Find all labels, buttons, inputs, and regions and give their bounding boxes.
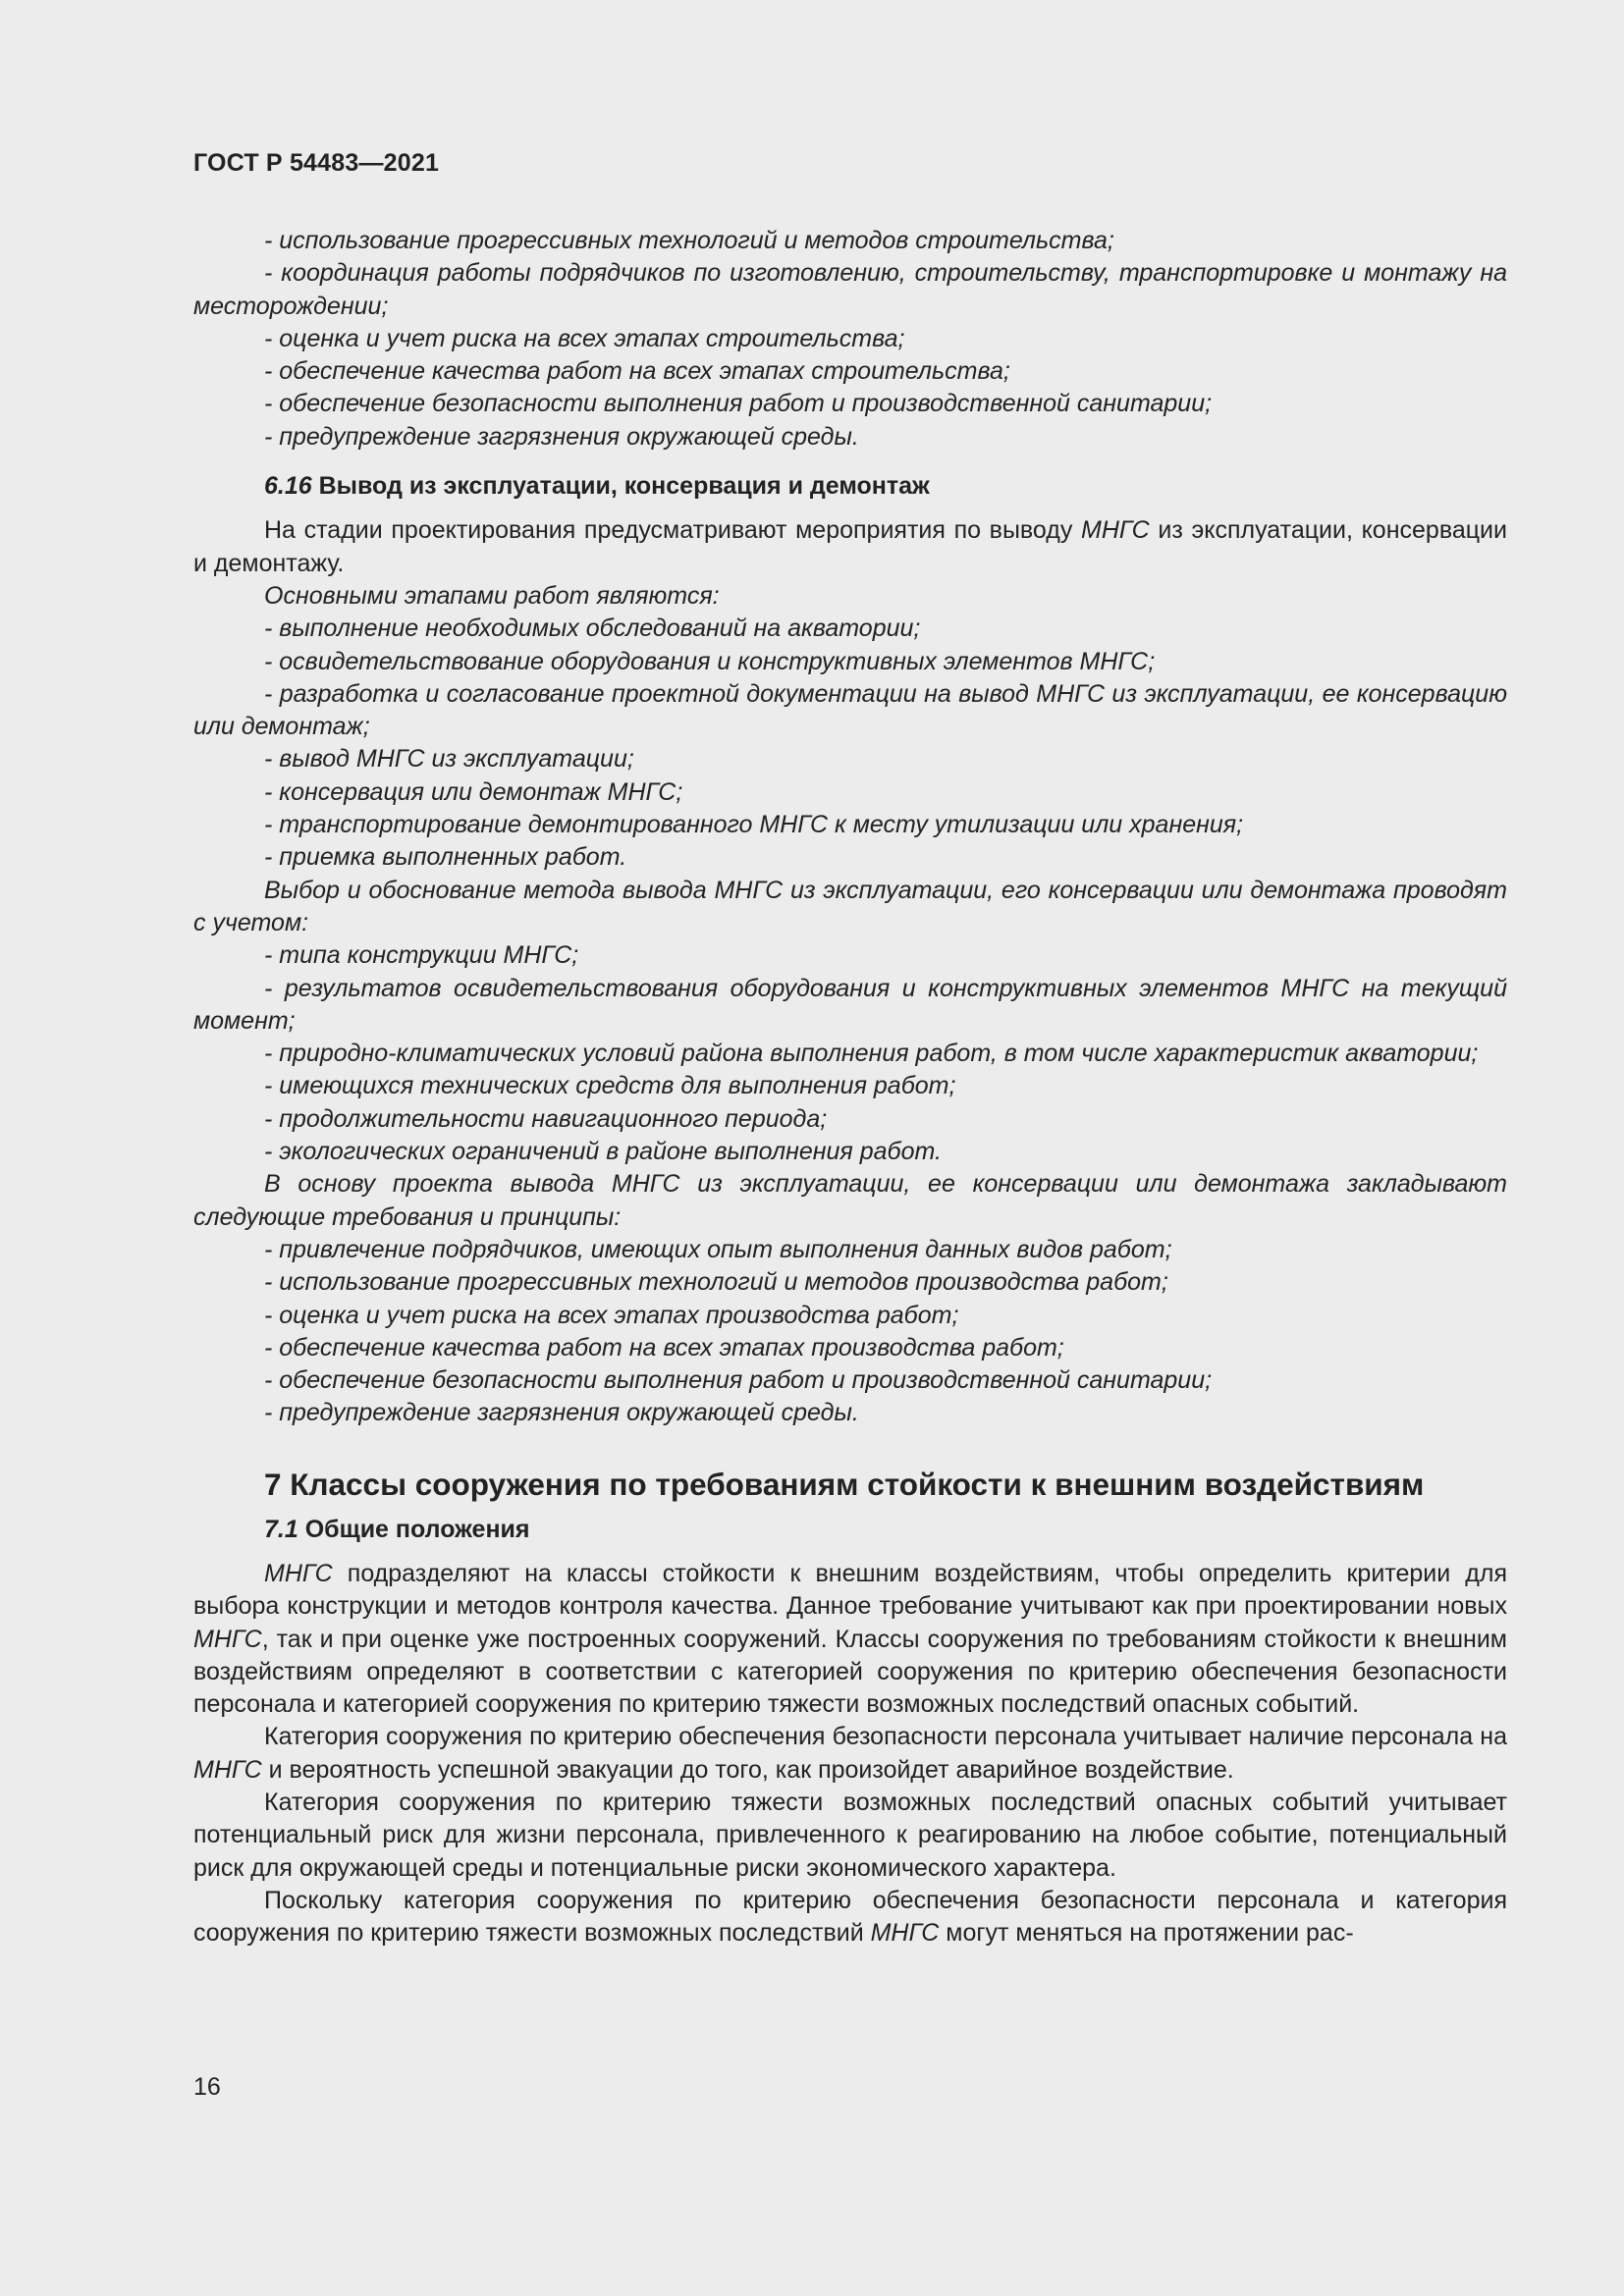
list-item: - результатов освидетельствования оборудования и конструктивных элементов МНГС на текущий момент; [193, 974, 1507, 1035]
paragraph: Выбор и обоснование метода вывода МНГС из эксплуатации, его консервации или демонтажа проводят с учетом: [193, 876, 1507, 936]
list-item: - продолжительности навигационного периода; [264, 1104, 828, 1133]
list-item: - типа конструкции МНГС; [264, 941, 579, 970]
section-heading-7-1 [193, 1514, 1507, 1546]
list-item: - природно-климатических условий района выполнения работ, в том числе характеристик акватории; [264, 1040, 1479, 1068]
list-item: - предупреждение загрязнения окружающей среды. [264, 422, 859, 451]
page-content [193, 225, 1507, 1950]
paragraph: МНГС подразделяют на классы стойкости к внешним воздействиям, чтобы определить критерии для выбора конструкции и методов контроля качества. Данное требование учитывают как при проектировании новых МНГС, так и при оценке уже построенных сооружений. Классы сооружения по требованиям стойкости к внешним воздействиям определяют в соответствии с категорией сооружения по критерию обеспечения безопасности персонала и категорией сооружения по критерию тяжести возможных последствий опасных событий. [193, 1559, 1507, 1719]
abbreviation: МНГС [193, 1755, 262, 1784]
abbreviation: МНГС [870, 1919, 940, 1948]
list-item: - использование прогрессивных технологий и методов строительства; [264, 227, 1114, 254]
paragraph: В основу проекта вывода МНГС из эксплуатации, ее консервации или демонтажа закладывают следующие требования и принципы: [193, 1170, 1507, 1231]
list-item: - обеспечение качества работ на всех этапах производства работ; [264, 1333, 1064, 1362]
abbreviation: МНГС [264, 1559, 333, 1587]
list-item: - экологических ограничений в районе выполнения работ. [264, 1138, 942, 1166]
list-item: - транспортирование демонтированного МНГС к месту утилизации или хранения; [264, 811, 1244, 839]
list-item: - обеспечение качества работ на всех этапах строительства; [264, 357, 1010, 386]
list-item: - предупреждение загрязнения окружающей среды. [264, 1399, 859, 1427]
list-item: - выполнение необходимых обследований на акватории; [264, 614, 921, 643]
list-item: - оценка и учет риска на всех этапах строительства; [264, 324, 905, 352]
list-item: - использование прогрессивных технологий и методов производства работ; [264, 1268, 1168, 1297]
list-item: - обеспечение безопасности выполнения работ и производственной санитарии; [264, 390, 1213, 418]
list-item: - консервация или демонтаж МНГС; [264, 777, 683, 806]
document-code: ГОСТ Р 54483—2021 [193, 149, 440, 177]
section-heading-7: 7 Классы сооружения по требованиям стойкости к внешним воздействиям [264, 1466, 1425, 1502]
paragraph: Категория сооружения по критерию тяжести возможных последствий опасных событий учитывает потенциальный риск для жизни персонала, привлеченного к реагированию на любое событие, потенциальный риск для окружающей среды и потенциальные риски экономического характера. [193, 1789, 1507, 1882]
list-item: - оценка и учет риска на всех этапах производства работ; [264, 1301, 959, 1329]
section-title: Вывод из эксплуатации, консервация и демонтаж [311, 472, 930, 501]
abbreviation: МНГС [1081, 516, 1150, 545]
list-item: - обеспечение безопасности выполнения работ и производственной санитарии; [264, 1366, 1213, 1395]
list-item: - привлечение подрядчиков, имеющих опыт выполнения данных видов работ; [264, 1235, 1172, 1263]
list-item: - приемка выполненных работ. [264, 843, 627, 872]
list-item: - вывод МНГС из эксплуатации; [264, 745, 634, 774]
paragraph: Категория сооружения по критерию обеспечения безопасности персонала учитывает наличие персонала на МНГС и вероятность успешной эвакуации до того, как произойдет аварийное воздействие. [193, 1723, 1507, 1784]
list-item: - освидетельствование оборудования и конструктивных элементов МНГС; [264, 647, 1156, 675]
list-item: - имеющихся технических средств для выполнения работ; [264, 1072, 956, 1100]
list-item: - координация работы подрядчиков по изготовлению, строительству, транспортировке и монтажу на месторождении; [193, 259, 1507, 320]
list-item: - разработка и согласование проектной документации на вывод МНГС из эксплуатации, ее консервацию или демонтаж; [193, 679, 1507, 741]
paragraph: На стадии проектирования предусматривают мероприятия по выводу МНГС из эксплуатации, консервации и демонтажу. [193, 516, 1507, 577]
page-number: 16 [193, 2073, 221, 2101]
abbreviation: МНГС [193, 1625, 262, 1653]
section-heading-6-16 [193, 470, 1507, 503]
section-number: 6.16 [264, 472, 312, 501]
section-number: 7.1 [264, 1515, 298, 1543]
section-title: Общие положения [298, 1515, 530, 1543]
paragraph: Основными этапами работ являются: [264, 581, 720, 610]
paragraph: Поскольку категория сооружения по критерию обеспечения безопасности персонала и категория сооружения по критерию тяжести возможных последствий МНГС могут меняться на протяжении рас- [193, 1886, 1507, 1948]
